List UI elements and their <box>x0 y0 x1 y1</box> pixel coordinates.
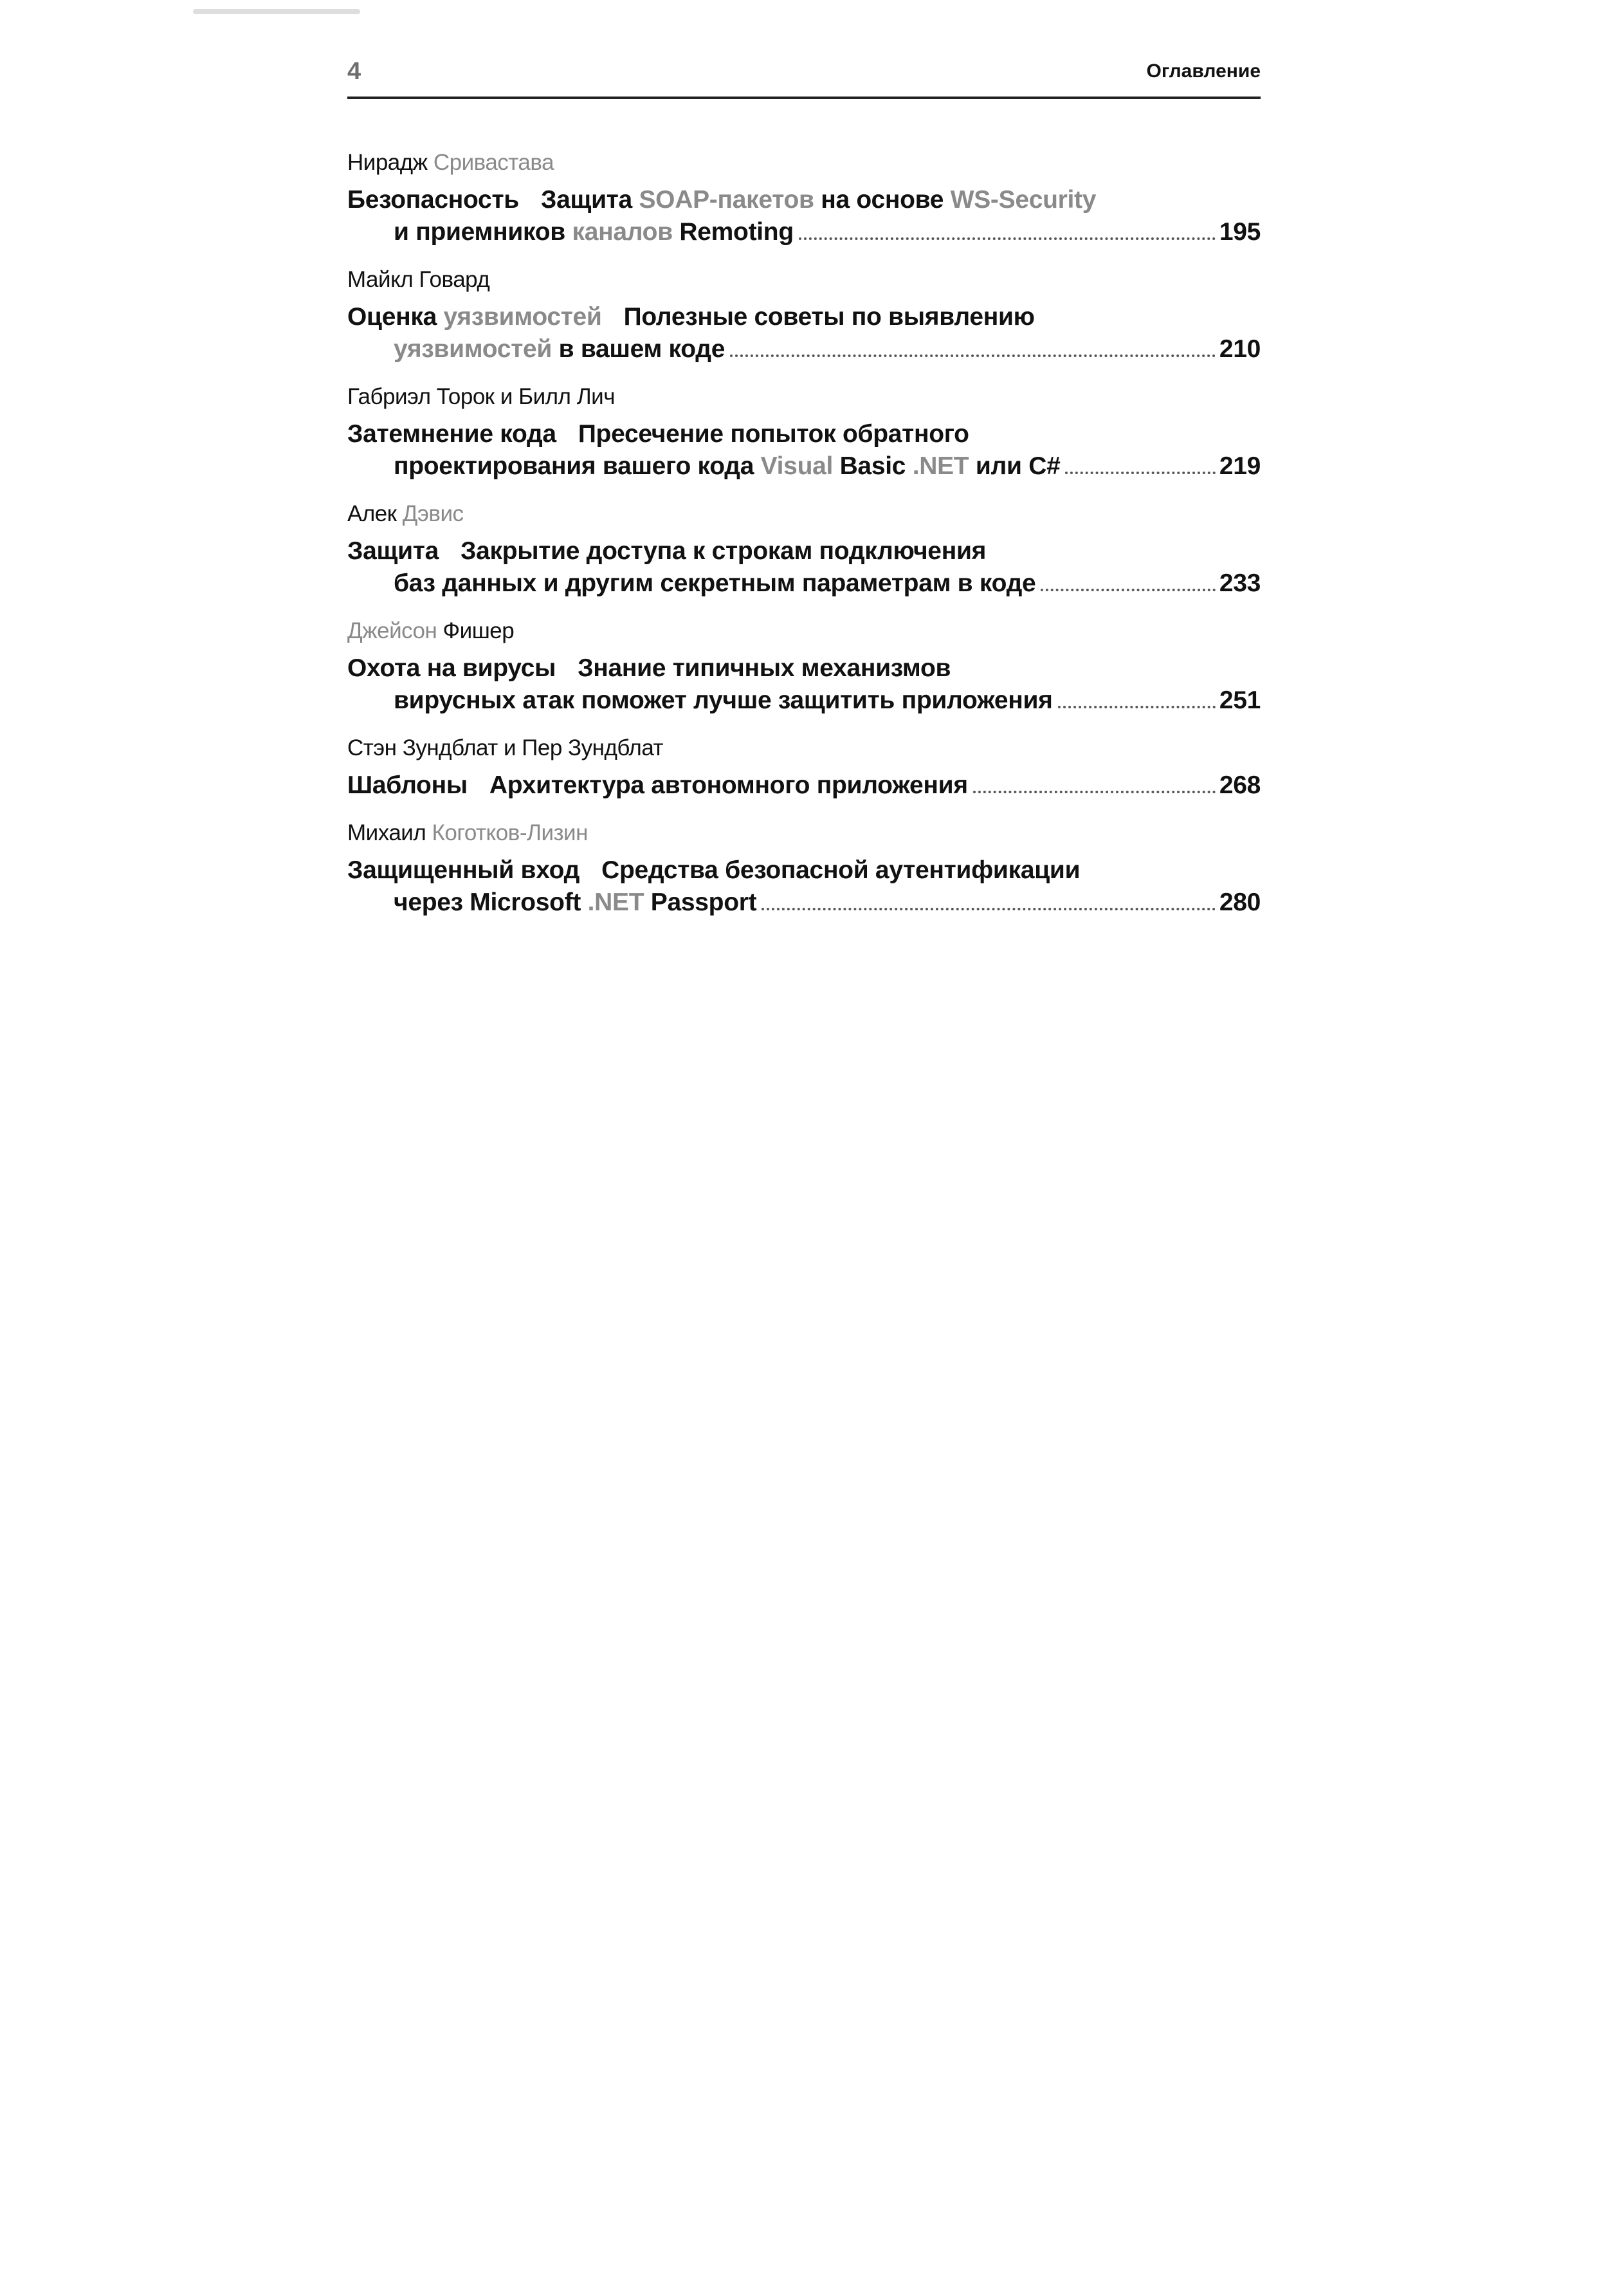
toc-entry <box>347 818 1261 919</box>
toc-topic: Защита <box>347 537 439 565</box>
toc-entry <box>347 616 1261 717</box>
toc-title-line <box>347 652 1261 685</box>
page-number: 4 <box>347 58 361 85</box>
dot-leader <box>762 908 1216 910</box>
toc-title-line <box>347 567 1261 600</box>
toc-title-line <box>347 769 1261 802</box>
page-header <box>347 58 1261 99</box>
toc-title-line <box>347 450 1261 483</box>
dot-leader <box>973 791 1216 793</box>
toc-title: Полезные советы по выявлению <box>623 303 1035 331</box>
dot-leader <box>799 237 1216 240</box>
toc-title-line <box>347 887 1261 919</box>
toc-topic: Оценка уязвимостей <box>347 303 602 331</box>
toc-title-continued: проектирования вашего кода Visual Basic .NET или C# <box>394 452 1061 480</box>
toc-author: Стэн Зундблат и Пер Зундблат <box>347 735 664 760</box>
toc-entry <box>347 499 1261 600</box>
toc-title-continued: уязвимостей в вашем коде <box>394 335 725 363</box>
toc-author: Алек Дэвис <box>347 501 464 526</box>
running-title: Оглавление <box>1146 60 1261 82</box>
toc-page-number: 251 <box>1219 686 1261 714</box>
toc-title-line <box>347 685 1261 717</box>
toc-title: Пресечение попыток обратного <box>578 420 969 448</box>
toc-title-continued: через Microsoft .NET Passport <box>394 888 757 916</box>
toc-title-line <box>347 418 1261 450</box>
toc-page-number: 280 <box>1219 888 1261 916</box>
toc-title-line <box>347 301 1261 333</box>
toc-author: Габриэл Торок и Билл Лич <box>347 384 615 409</box>
toc-title: Закрытие доступа к строкам подключения <box>461 537 987 565</box>
toc-topic: Охота на вирусы <box>347 654 556 682</box>
toc-page-number: 210 <box>1219 335 1261 363</box>
toc-entry <box>347 733 1261 802</box>
toc-entry <box>347 265 1261 365</box>
table-of-contents <box>347 148 1261 919</box>
toc-author: Майкл Говард <box>347 267 490 292</box>
toc-page-number: 219 <box>1219 452 1261 480</box>
toc-title: Защита SOAP-пакетов на основе WS-Security <box>540 186 1097 214</box>
toc-topic: Шаблоны <box>347 771 468 799</box>
toc-title: Средства безопасной аутентификации <box>601 856 1081 884</box>
toc-page-number: 268 <box>1219 771 1261 799</box>
toc-title: Знание типичных механизмов <box>578 654 951 682</box>
toc-title-continued: и приемников каналов Remoting <box>394 218 794 246</box>
toc-entry <box>347 382 1261 483</box>
toc-topic: Безопасность <box>347 186 519 214</box>
toc-page-number: 195 <box>1219 218 1261 246</box>
dot-leader <box>730 354 1216 357</box>
toc-title-continued: баз данных и другим секретным параметрам в коде <box>394 569 1036 597</box>
toc-entry <box>347 148 1261 248</box>
toc-author: Джейсон Фишер <box>347 618 515 643</box>
toc-topic: Защищенный вход <box>347 856 580 884</box>
dot-leader <box>1065 472 1215 474</box>
dot-leader <box>1041 589 1215 591</box>
toc-title-continued: вирусных атак поможет лучше защитить приложения <box>394 686 1053 714</box>
toc-topic: Затемнение кода <box>347 420 556 448</box>
dot-leader <box>1058 706 1216 708</box>
toc-page-number: 233 <box>1219 569 1261 597</box>
toc-title-line <box>347 184 1261 216</box>
scan-artifact <box>193 9 360 14</box>
toc-title: Архитектура автономного приложения <box>489 771 968 799</box>
toc-author: Нирадж Сривастава <box>347 150 554 175</box>
toc-title-line <box>347 535 1261 567</box>
toc-title-line <box>347 216 1261 248</box>
page <box>347 58 1261 935</box>
toc-title-line <box>347 854 1261 887</box>
toc-title-line <box>347 333 1261 365</box>
toc-author: Михаил Коготков-Лизин <box>347 820 588 845</box>
